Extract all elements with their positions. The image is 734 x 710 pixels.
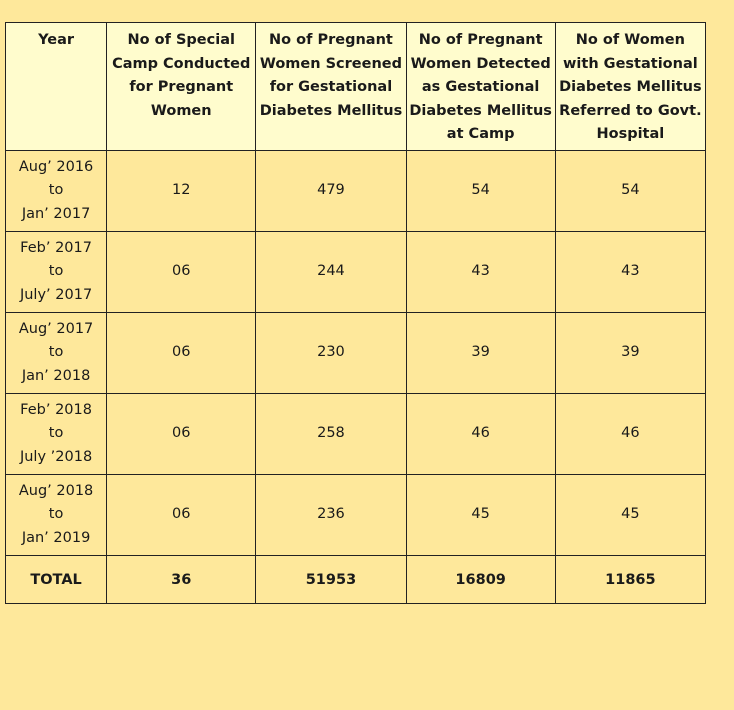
table-row xyxy=(6,151,706,232)
cell-screened: 236 xyxy=(256,475,406,556)
total-camps: 36 xyxy=(107,556,256,604)
cell-camps: 06 xyxy=(107,394,256,475)
total-screened: 51953 xyxy=(256,556,406,604)
cell-referred: 45 xyxy=(555,475,705,556)
cell-camps: 12 xyxy=(107,151,256,232)
gdm-camp-table xyxy=(5,22,706,604)
cell-detected: 39 xyxy=(406,313,555,394)
cell-year: Aug’ 2017 to Jan’ 2018 xyxy=(6,313,107,394)
header-referred: No of Women with Gestational Diabetes Mellitus Referred to Govt. Hospital xyxy=(555,23,705,151)
cell-detected: 54 xyxy=(406,151,555,232)
table-row xyxy=(6,475,706,556)
total-referred: 11865 xyxy=(555,556,705,604)
cell-camps: 06 xyxy=(107,232,256,313)
header-row xyxy=(6,23,706,151)
cell-referred: 39 xyxy=(555,313,705,394)
cell-detected: 43 xyxy=(406,232,555,313)
header-year: Year xyxy=(6,23,107,151)
cell-detected: 45 xyxy=(406,475,555,556)
cell-camps: 06 xyxy=(107,313,256,394)
total-detected: 16809 xyxy=(406,556,555,604)
cell-year: Feb’ 2018 to July ’2018 xyxy=(6,394,107,475)
cell-referred: 54 xyxy=(555,151,705,232)
cell-year: Aug’ 2018 to Jan’ 2019 xyxy=(6,475,107,556)
cell-screened: 244 xyxy=(256,232,406,313)
cell-year: Aug’ 2016 to Jan’ 2017 xyxy=(6,151,107,232)
header-screened: No of Pregnant Women Screened for Gestational Diabetes Mellitus xyxy=(256,23,406,151)
table-row xyxy=(6,394,706,475)
header-detected: No of Pregnant Women Detected as Gestational Diabetes Mellitus at Camp xyxy=(406,23,555,151)
cell-referred: 46 xyxy=(555,394,705,475)
cell-camps: 06 xyxy=(107,475,256,556)
total-label: TOTAL xyxy=(6,556,107,604)
cell-year: Feb’ 2017 to July’ 2017 xyxy=(6,232,107,313)
cell-detected: 46 xyxy=(406,394,555,475)
cell-screened: 479 xyxy=(256,151,406,232)
table-row xyxy=(6,232,706,313)
cell-screened: 230 xyxy=(256,313,406,394)
cell-referred: 43 xyxy=(555,232,705,313)
table-row xyxy=(6,313,706,394)
total-row xyxy=(6,556,706,604)
cell-screened: 258 xyxy=(256,394,406,475)
header-camps: No of Special Camp Conducted for Pregnant Women xyxy=(107,23,256,151)
